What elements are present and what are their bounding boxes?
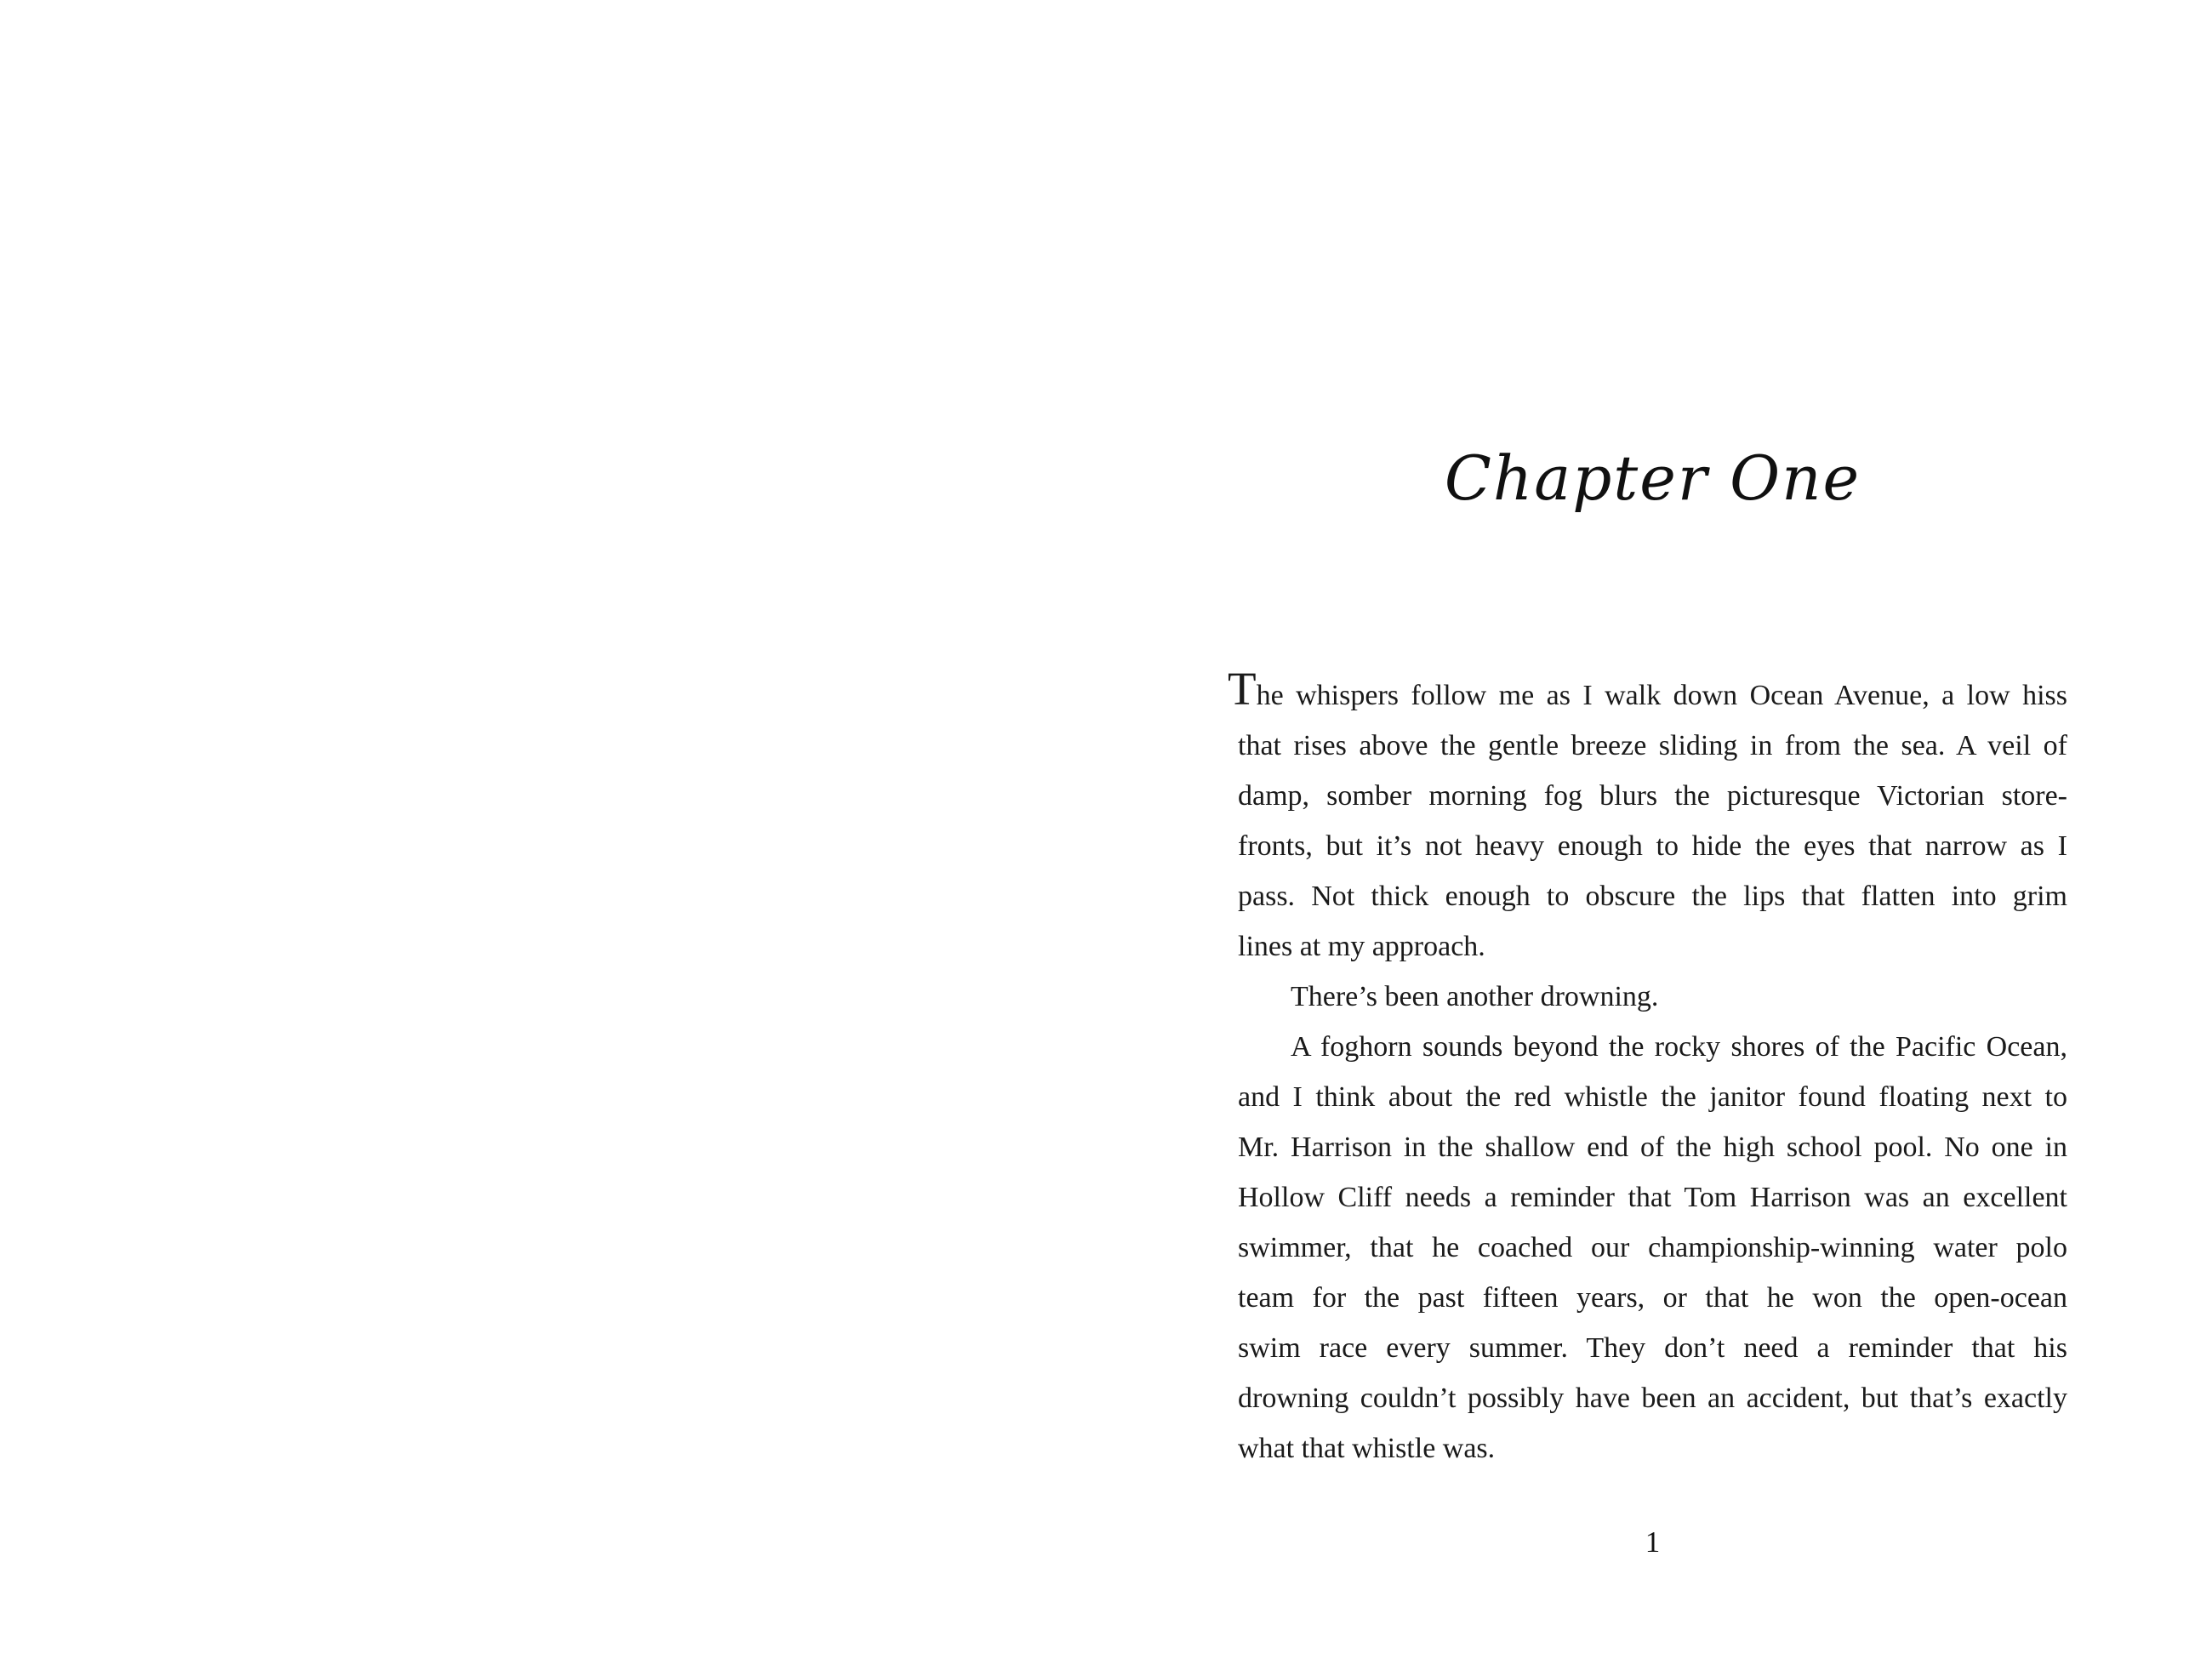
text-line: and I think about the red whistle the janitor found floating next to (1238, 1081, 2067, 1113)
drop-cap-initial: T (1228, 663, 1257, 715)
text-line: team for the past fifteen years, or that he won the open-ocean (1238, 1282, 2067, 1314)
page-number: 1 (1645, 1525, 1661, 1559)
text-line: The whispers follow me as I walk down Ocean Avenue, a low hiss (1228, 663, 2067, 715)
text-line: A foghorn sounds beyond the rocky shores of the Pacific Ocean, (1291, 1031, 2067, 1063)
text-line: fronts, but it’s not heavy enough to hide the eyes that narrow as I (1238, 830, 2067, 862)
text-line: swim race every summer. They don’t need a reminder that his (1238, 1332, 2067, 1364)
text-line: damp, somber morning fog blurs the picturesque Victorian store- (1238, 780, 2067, 812)
text-line: pass. Not thick enough to obscure the lips that flatten into grim (1238, 881, 2067, 912)
text-line: what that whistle was. (1238, 1433, 1496, 1464)
right-page (1106, 0, 2212, 1659)
body-text (1228, 663, 2067, 1474)
text-line: Mr. Harrison in the shallow end of the high school pool. No one in (1238, 1132, 2067, 1163)
chapter-heading: Chapter One (1444, 442, 1861, 514)
text-line: drowning couldn’t possibly have been an accident, but that’s exactly (1238, 1382, 2067, 1414)
text-line: that rises above the gentle breeze sliding in from the sea. A veil of (1238, 730, 2067, 761)
text-line: lines at my approach. (1238, 931, 1485, 962)
text-line: swimmer, that he coached our championship-winning water polo (1238, 1232, 2067, 1263)
text-line: Hollow Cliff needs a reminder that Tom Harrison was an excellent (1238, 1182, 2067, 1213)
text-line: There’s been another drowning. (1291, 981, 1659, 1012)
